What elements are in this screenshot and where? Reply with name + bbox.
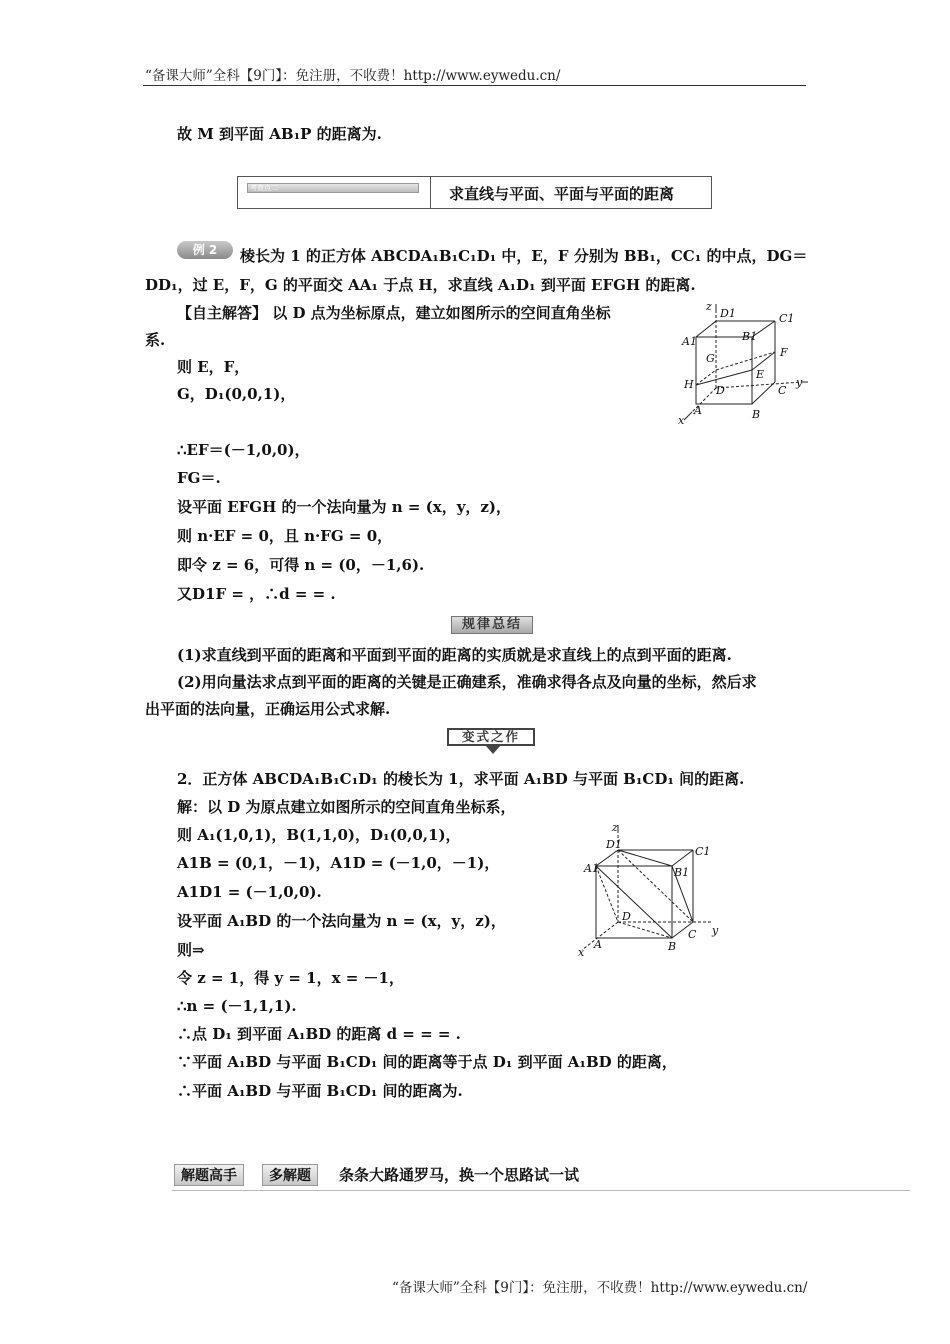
page-footer: “备课大师”全科【9门】：免注册，不收费！http://www.eywedu.cn/ bbox=[392, 1280, 808, 1296]
example-problem-line: DD₁，过 E，F，G 的平面交 AA₁ 于点 H，求直线 A₁D₁ 到平面 EFGH 的距离. bbox=[145, 276, 696, 294]
fig1-label: B bbox=[752, 408, 761, 421]
fig2-label: z bbox=[612, 822, 618, 834]
variant-line: 设平面 A₁BD 的一个法向量为 n = (x，y，z)， bbox=[177, 912, 506, 930]
fig2-label: B1 bbox=[674, 866, 690, 879]
variant-line: 则⇒ bbox=[177, 941, 205, 959]
fig1-label: C bbox=[778, 384, 787, 397]
topic-box bbox=[237, 176, 712, 209]
bottom-slogan: 条条大路通罗马，换一个思路试一试 bbox=[339, 1166, 580, 1184]
variant-line: 2．正方体 ABCDA₁B₁C₁D₁ 的棱长为 1，求平面 A₁BD 与平面 B₁CD₁ 间的距离. bbox=[177, 770, 745, 788]
fig2-label: A1 bbox=[584, 862, 599, 875]
solution-line: 设平面 EFGH 的一个法向量为 n = (x，y，z)， bbox=[177, 498, 512, 516]
variant-line: ∴点 D₁ 到平面 A₁BD 的距离 d = = = . bbox=[177, 1025, 461, 1043]
solution-line: FG＝. bbox=[177, 469, 221, 487]
topic-tag: 考查点二 bbox=[247, 183, 419, 193]
variant-line: A1B = (0,1，－1)，A1D = (－1,0，－1)， bbox=[177, 854, 500, 872]
summary-line: (2)用向量法求点到平面的距离的关键是正确建系，准确求得各点及向量的坐标，然后求 bbox=[177, 673, 757, 691]
topic-divider bbox=[430, 177, 431, 208]
fig1-label: A1 bbox=[682, 335, 697, 348]
solution-line: G，D₁(0,0,1)， bbox=[177, 385, 296, 403]
fig2-label: B bbox=[668, 940, 677, 953]
example-badge: 例 2 bbox=[177, 241, 233, 259]
fig2-label: y bbox=[712, 924, 719, 937]
fig1-label: B1 bbox=[742, 330, 758, 343]
variant-line: ∵平面 A₁BD 与平面 B₁CD₁ 间的距离等于点 D₁ 到平面 A₁BD 的距离， bbox=[177, 1053, 677, 1071]
variant-line: 则 A₁(1,0,1)，B(1,1,0)，D₁(0,0,1)， bbox=[177, 826, 461, 844]
variant-line: ∴平面 A₁BD 与平面 B₁CD₁ 间的距离为. bbox=[177, 1082, 463, 1100]
fig1-label: H bbox=[684, 378, 694, 391]
summary-line: 出平面的法向量，正确运用公式求解. bbox=[145, 700, 391, 718]
summary-badge: 规律总结 bbox=[451, 616, 533, 634]
fig2-label: C bbox=[688, 928, 697, 941]
topic-title: 求直线与平面、平面与平面的距离 bbox=[449, 185, 675, 203]
variant-arrow-icon bbox=[486, 746, 500, 754]
fig1-label: D bbox=[716, 384, 725, 397]
fig1-label: D1 bbox=[720, 307, 736, 320]
solution-line: 即令 z = 6，可得 n = (0，－1,6). bbox=[177, 556, 425, 574]
variant-line: 解：以 D 为原点建立如图所示的空间直角坐标系， bbox=[177, 798, 516, 816]
variant-line: A1D1 = (－1,0,0). bbox=[177, 883, 322, 901]
solution-line: 【自主解答】 以 D 点为坐标原点，建立如图所示的空间直角坐标 bbox=[177, 304, 611, 322]
example-problem-line: 棱长为 1 的正方体 ABCDA₁B₁C₁D₁ 中，E，F 分别为 BB₁，CC₁ 的中点，DG＝ bbox=[240, 247, 808, 265]
fig1-label: F bbox=[780, 346, 788, 359]
variant-line: ∴n = (－1,1,1). bbox=[177, 997, 297, 1015]
fig1-label: z bbox=[706, 300, 712, 313]
fig2-label: D bbox=[622, 910, 631, 923]
fig1-label: G bbox=[706, 352, 715, 365]
tab-solver: 解题高手 bbox=[174, 1164, 244, 1186]
page-header: “备课大师”全科【9门】：免注册，不收费！http://www.eywedu.cn/ bbox=[145, 68, 561, 84]
fig1-label: E bbox=[756, 368, 765, 381]
fig1-label: y bbox=[796, 376, 803, 389]
solution-line: 则 n·EF = 0，且 n·FG = 0， bbox=[177, 527, 393, 545]
header-divider bbox=[143, 85, 806, 86]
fig1-label: C1 bbox=[779, 312, 795, 325]
fig1-label: x bbox=[678, 414, 685, 427]
solution-line: ∴EF＝(－1,0,0)， bbox=[177, 441, 310, 459]
fig2-label: A bbox=[594, 938, 602, 951]
bottom-divider bbox=[172, 1190, 910, 1191]
fig2-label: D1 bbox=[606, 838, 622, 851]
intro-line: 故 M 到平面 AB₁P 的距离为. bbox=[177, 125, 382, 143]
solution-line: 系. bbox=[145, 331, 166, 349]
solution-line: 则 E，F， bbox=[177, 358, 250, 376]
summary-line: (1)求直线到平面的距离和平面到平面的距离的实质就是求直线上的点到平面的距离. bbox=[177, 646, 732, 664]
variant-line: 令 z = 1，得 y = 1，x = －1， bbox=[177, 969, 404, 987]
fig2-label: C1 bbox=[695, 845, 711, 858]
solution-line: 又D1F = ，∴d = = . bbox=[177, 585, 336, 603]
variant-badge: 变式之作 bbox=[447, 728, 535, 746]
tab-multi-solution: 多解题 bbox=[262, 1164, 318, 1186]
fig1-label: A bbox=[694, 404, 702, 417]
cube-figure-1 bbox=[676, 300, 810, 428]
fig2-label: x bbox=[578, 946, 585, 958]
cube-figure-2 bbox=[576, 822, 722, 958]
